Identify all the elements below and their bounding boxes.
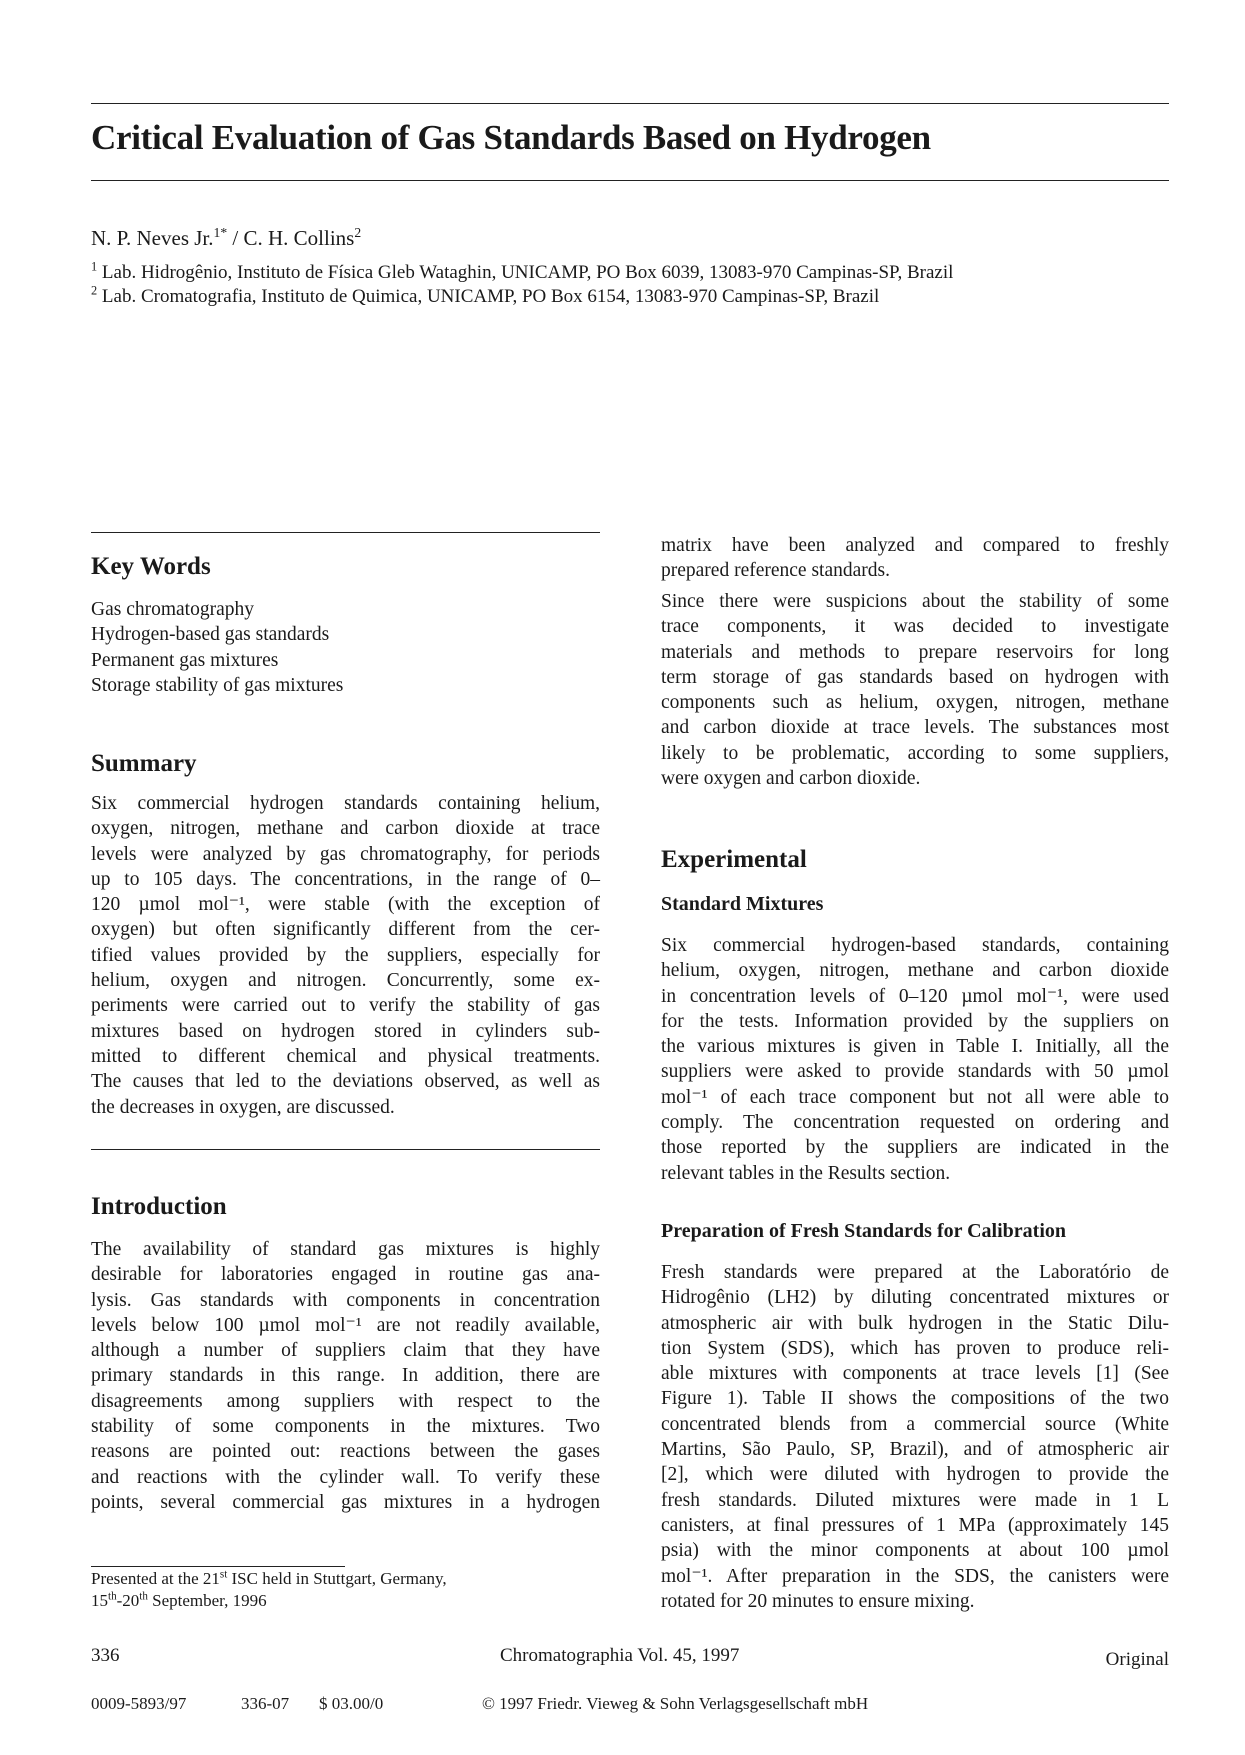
text-line: oxygen) but often significantly different from the cer-: [91, 919, 600, 941]
text-line: the various mixtures is given in Table I. Initially, all the: [661, 1036, 1169, 1058]
article-type: Original: [1105, 1649, 1169, 1670]
text-line: levels were analyzed by gas chromatography, for periods: [91, 843, 600, 865]
text-line: and carbon dioxide at trace levels. The substances most: [661, 717, 1169, 739]
affiliation-1: [91, 259, 954, 284]
text-line: although a number of suppliers claim that they have: [91, 1340, 600, 1362]
text-line: rotated for 20 minutes to ensure mixing.: [661, 1590, 975, 1612]
footnote-text: 15: [91, 1591, 108, 1610]
author-1-mark: 1*: [213, 225, 228, 240]
text-line: oxygen, nitrogen, methane and carbon dioxide at trace: [91, 818, 600, 840]
text-line: psia) with the minor components at about 100 µmol: [661, 1540, 1169, 1562]
text-line: Fresh standards were prepared at the Laboratório de: [661, 1262, 1169, 1283]
text-line: Since there were suspicions about the stability of some: [661, 591, 1169, 612]
author-separator: /: [227, 226, 244, 250]
introduction-continued-p1: [661, 533, 1169, 584]
footnote-text: September, 1996: [147, 1591, 267, 1610]
text-line: mixtures based on hydrogen stored in cylinders sub-: [91, 1020, 600, 1042]
text-line: periments were carried out to verify the stability of gas: [91, 995, 600, 1017]
author-2-mark: 2: [354, 225, 362, 240]
text-line: atmospheric air with bulk hydrogen in the Static Dilu-: [661, 1312, 1169, 1334]
keywords-heading: Key Words: [91, 553, 211, 580]
text-line: points, several commercial gas mixtures in a hydrogen: [91, 1491, 600, 1513]
text-line: those reported by the suppliers are indicated in the: [661, 1137, 1169, 1159]
text-line: Hydrogen-based gas standards: [91, 624, 330, 646]
text-line: tion System (SDS), which has proven to produce reli-: [661, 1337, 1169, 1359]
standard-mixtures-heading: Standard Mixtures: [661, 893, 824, 915]
text-line: fresh standards. Diluted mixtures were made in 1 L: [661, 1489, 1169, 1511]
text-line: primary standards in this range. In addition, there are: [91, 1365, 600, 1387]
title-rule: [91, 180, 1169, 181]
paper-title: Critical Evaluation of Gas Standards Based on Hydrogen: [91, 118, 931, 157]
experimental-heading: Experimental: [661, 846, 807, 873]
affiliation-2: [91, 283, 880, 308]
footnote-rule: [91, 1566, 345, 1567]
footnote-text: -20: [116, 1591, 140, 1610]
summary-body: [91, 791, 600, 1120]
text-line: Martins, São Paulo, SP, Brazil), and of atmospheric air: [661, 1439, 1169, 1461]
text-line: helium, oxygen and nitrogen. Concurrently, some ex-: [91, 970, 600, 992]
text-line: disagreements among suppliers with respect to the: [91, 1390, 600, 1412]
summary-rule: [91, 1149, 600, 1150]
text-line: levels below 100 µmol mol⁻¹ are not readily available,: [91, 1314, 600, 1336]
text-line: Gas chromatography: [91, 599, 254, 620]
affiliation-text: Lab. Cromatografia, Instituto de Quimica, UNICAMP, PO Box 6154, 13083-970 Campinas-SP, Brazil: [97, 286, 880, 307]
text-line: suppliers were asked to provide standards with 50 µmol: [661, 1061, 1169, 1083]
text-line: [2], which were diluted with hydrogen to provide the: [661, 1464, 1169, 1486]
text-line: Hidrogênio (LH2) by diluting concentrated mixtures or: [661, 1287, 1169, 1309]
text-line: up to 105 days. The concentrations, in the range of 0–: [91, 868, 600, 890]
footnote-sup: th: [139, 1590, 148, 1603]
text-line: concentrated blends from a commercial source (White: [661, 1413, 1169, 1435]
text-line: reasons are pointed out: reactions between the gases: [91, 1441, 600, 1463]
author-2: C. H. Collins: [243, 226, 355, 250]
text-line: in concentration levels of 0–120 µmol mol⁻¹, were used: [661, 985, 1169, 1007]
text-line: components such as helium, oxygen, nitrogen, methane: [661, 692, 1169, 714]
text-line: likely to be problematic, according to some suppliers,: [661, 742, 1169, 764]
copyright: © 1997 Friedr. Vieweg & Sohn Verlagsgesellschaft mbH: [482, 1694, 869, 1713]
standard-mixtures-body: [661, 933, 1169, 1186]
journal-info: Chromatographia Vol. 45, 1997: [500, 1645, 740, 1666]
text-line: stability of some components in the mixtures. Two: [91, 1416, 600, 1438]
introduction-continued-p2: [661, 589, 1169, 791]
text-line: tified values provided by the suppliers, especially for: [91, 944, 600, 966]
keywords-rule: [91, 532, 600, 533]
preparation-body: [661, 1260, 1169, 1614]
text-line: helium, oxygen, nitrogen, methane and carbon dioxide: [661, 960, 1169, 982]
text-line: relevant tables in the Results section.: [661, 1162, 951, 1184]
text-line: prepared reference standards.: [661, 560, 890, 582]
text-line: for the tests. Information provided by the suppliers on: [661, 1010, 1169, 1032]
page-number: 336: [91, 1645, 120, 1666]
price: $ 03.00/0: [319, 1694, 384, 1713]
text-line: mitted to different chemical and physical treatments.: [91, 1045, 600, 1067]
affiliation-number: 1: [91, 259, 98, 274]
introduction-body: [91, 1237, 600, 1515]
page-range: 336-07: [241, 1694, 290, 1713]
preparation-heading: Preparation of Fresh Standards for Calibration: [661, 1220, 1067, 1242]
issn: 0009-5893/97: [91, 1694, 187, 1713]
text-line: desirable for laboratories engaged in routine gas ana-: [91, 1264, 600, 1286]
top-rule: [91, 103, 1169, 104]
footnote-sup: th: [108, 1590, 117, 1603]
text-line: Storage stability of gas mixtures: [91, 674, 344, 696]
text-line: term storage of gas standards based on hydrogen with: [661, 666, 1169, 688]
affiliation-text: Lab. Hidrogênio, Instituto de Física Gleb Wataghin, UNICAMP, PO Box 6039, 13083-970 Campinas-SP, Brazil: [97, 262, 954, 283]
footnote-text: Presented at the 21: [91, 1569, 220, 1588]
text-line: comply. The concentration requested on ordering and: [661, 1112, 1169, 1134]
text-line: Six commercial hydrogen standards containing helium,: [91, 793, 600, 814]
text-line: lysis. Gas standards with components in concentration: [91, 1289, 600, 1311]
footnote-sup: st: [219, 1568, 228, 1581]
text-line: the decreases in oxygen, are discussed.: [91, 1096, 395, 1118]
text-line: mol⁻¹ of each trace component but not all were able to: [661, 1086, 1169, 1108]
authors: [91, 226, 361, 251]
text-line: materials and methods to prepare reservoirs for long: [661, 641, 1169, 663]
text-line: matrix have been analyzed and compared to freshly: [661, 535, 1169, 556]
footnote-text: ISC held in Stuttgart, Germany,: [227, 1569, 447, 1588]
text-line: Six commercial hydrogen-based standards, containing: [661, 935, 1169, 956]
text-line: trace components, it was decided to investigate: [661, 616, 1169, 638]
text-line: Figure 1). Table II shows the compositions of the two: [661, 1388, 1169, 1410]
text-line: mol⁻¹. After preparation in the SDS, the canisters were: [661, 1565, 1169, 1587]
text-line: The causes that led to the deviations observed, as well as: [91, 1071, 600, 1093]
text-line: able mixtures with components at trace levels [1] (See: [661, 1363, 1169, 1385]
footnote: [91, 1568, 447, 1612]
text-line: canisters, at final pressures of 1 MPa (approximately 145: [661, 1514, 1169, 1536]
author-1: N. P. Neves Jr.: [91, 226, 214, 250]
affiliation-number: 2: [91, 283, 98, 298]
introduction-heading: Introduction: [91, 1193, 227, 1220]
summary-heading: Summary: [91, 750, 197, 777]
text-line: 120 µmol mol⁻¹, were stable (with the exception of: [91, 894, 600, 916]
keywords-list: [91, 597, 600, 698]
text-line: The availability of standard gas mixtures is highly: [91, 1239, 600, 1260]
text-line: Permanent gas mixtures: [91, 649, 279, 671]
text-line: and reactions with the cylinder wall. To verify these: [91, 1466, 600, 1488]
text-line: were oxygen and carbon dioxide.: [661, 768, 921, 790]
